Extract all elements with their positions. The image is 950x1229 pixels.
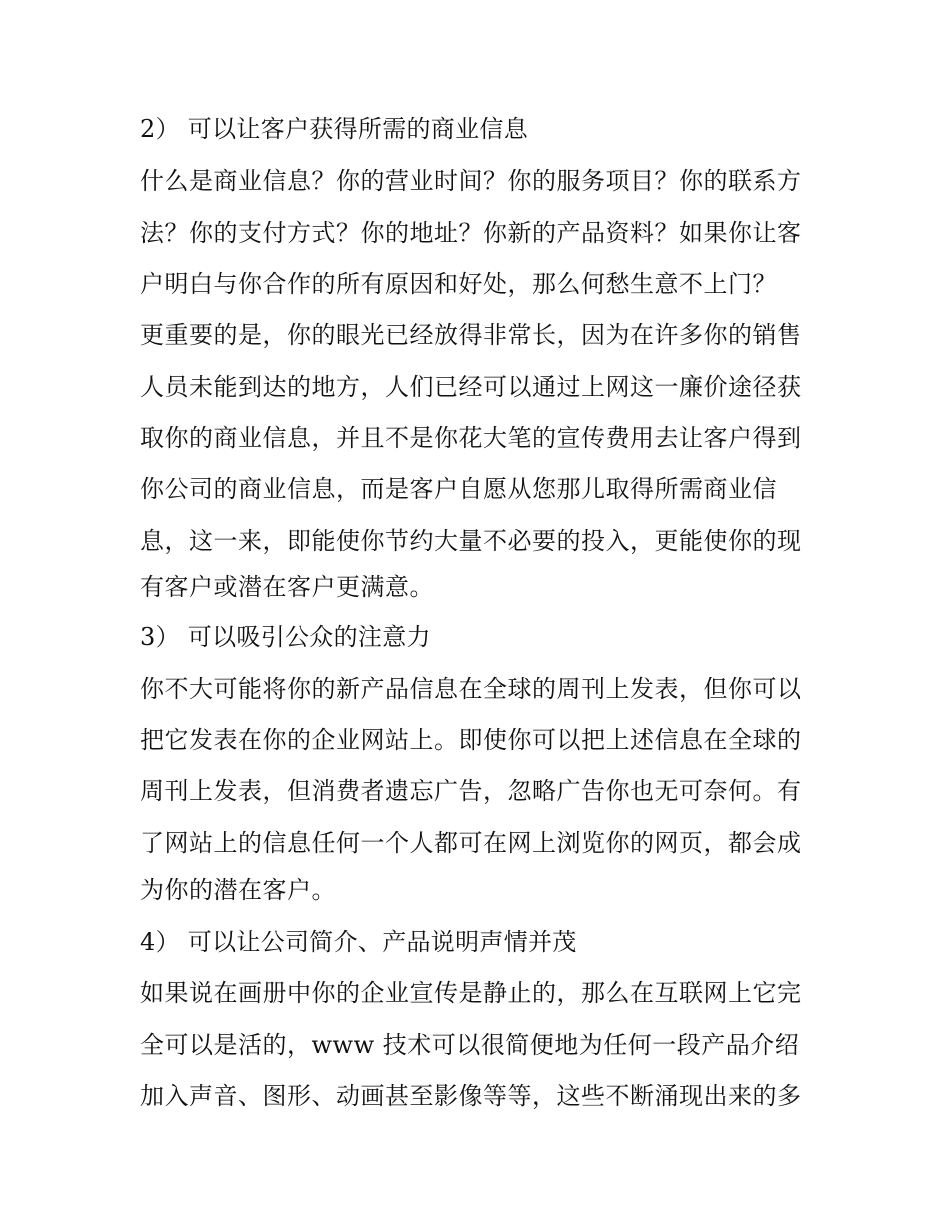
paragraph-line: 法？你的支付方式？你的地址？你新的产品资料？如果你让客	[140, 219, 802, 247]
paragraph-line: 把它发表在你的企业网站上。即使你可以把上述信息在全球的	[140, 726, 802, 754]
paragraph-line: 更重要的是，你的眼光已经放得非常长，因为在许多你的销售	[140, 321, 802, 349]
paragraph-line: 如果说在画册中你的企业宣传是静止的，那么在互联网上它完	[140, 979, 802, 1007]
paragraph-line: 为你的潜在客户。	[140, 876, 336, 904]
paragraph-line: 了网站上的信息任何一个人都可在网上浏览你的网页，都会成	[140, 829, 802, 857]
paragraph-line: 息，这一来，即能使你节约大量不必要的投入，更能使你的现	[140, 527, 802, 555]
paragraph-line: 全可以是活的，www 技术可以很简便地为任何一段产品介绍	[140, 1031, 800, 1059]
paragraph-line: 户明白与你合作的所有原因和好处，那么何愁生意不上门？	[140, 270, 777, 298]
section-heading-4: 4） 可以让公司简介、产品说明声情并茂	[140, 928, 577, 956]
section-heading-3: 3） 可以吸引公众的注意力	[140, 623, 431, 651]
paragraph-line: 你不大可能将你的新产品信息在全球的周刊上发表，但你可以	[140, 675, 802, 703]
paragraph-line: 加入声音、图形、动画甚至影像等等，这些不断涌现出来的多	[140, 1082, 802, 1110]
paragraph-line: 取你的商业信息，并且不是你花大笔的宣传费用去让客户得到	[140, 424, 802, 452]
paragraph-line: 有客户或潜在客户更满意。	[140, 573, 434, 601]
paragraph-line: 周刊上发表，但消费者遗忘广告，忽略广告你也无可奈何。有	[140, 777, 802, 805]
paragraph-line: 什么是商业信息？你的营业时间？你的服务项目？你的联系方	[140, 167, 802, 195]
section-heading-2: 2） 可以让客户获得所需的商业信息	[140, 115, 528, 143]
paragraph-line: 人员未能到达的地方，人们已经可以通过上网这一廉价途径获	[140, 373, 802, 401]
paragraph-line: 你公司的商业信息，而是客户自愿从您那儿取得所需商业信	[140, 475, 777, 503]
